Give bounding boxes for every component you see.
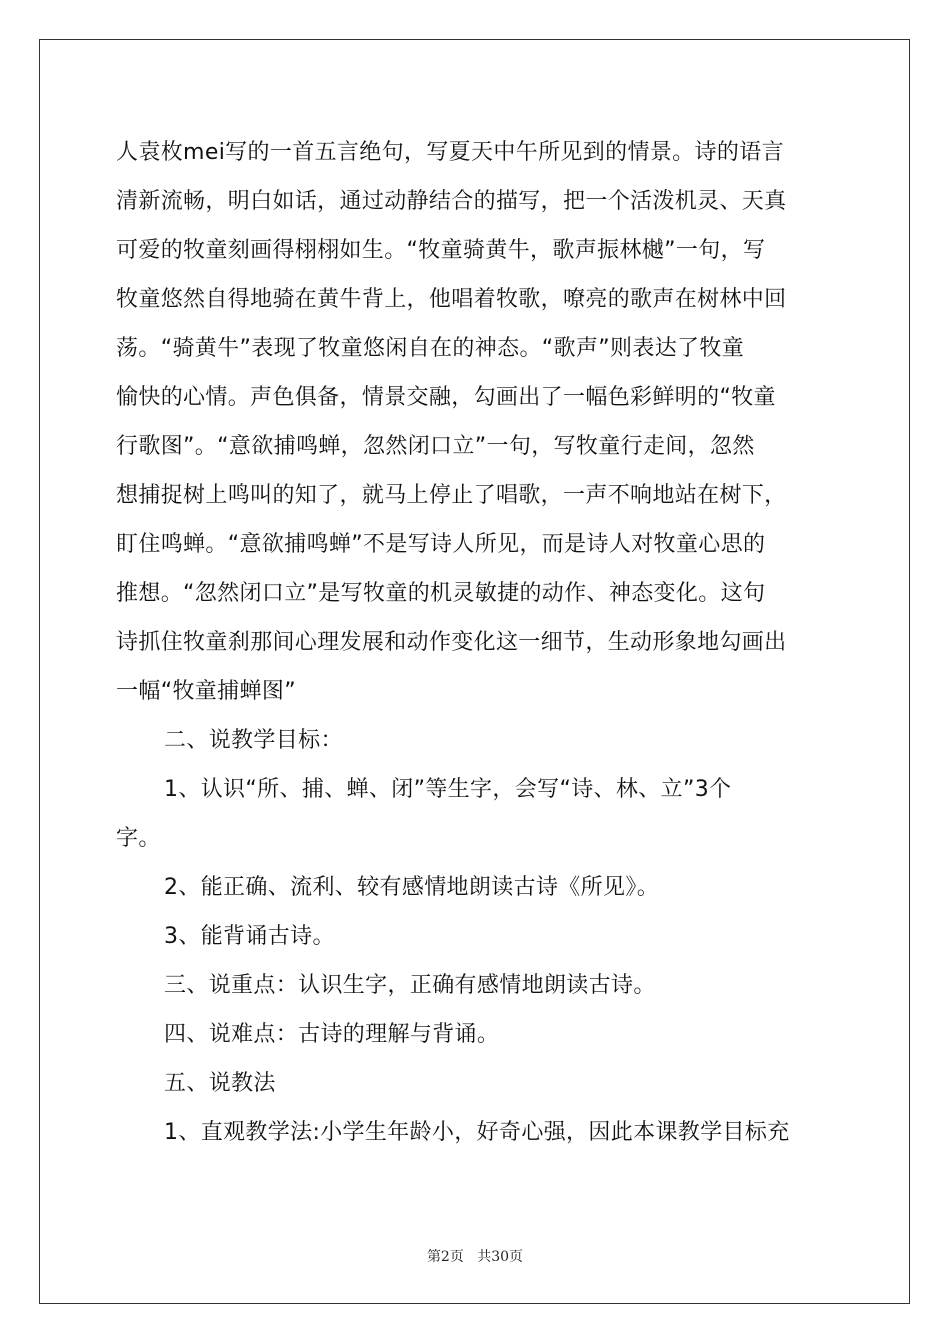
text-line: 盯住鸣蝉。“意欲捕鸣蝉”不是写诗人所见，而是诗人对牧童心思的	[116, 532, 766, 557]
text-line: 五、说教法	[164, 1071, 276, 1096]
page-footer	[0, 1246, 950, 1266]
text-line: 想捕捉树上鸣叫的知了，就马上停止了唱歌，一声不响地站在树下，	[116, 483, 787, 508]
total-pages: 共30页	[477, 1249, 524, 1265]
text-line: 1、直观教学法:小学生年龄小，好奇心强，因此本课教学目标充	[164, 1120, 790, 1145]
text-line: 可爱的牧童刻画得栩栩如生。“牧童骑黄牛，歌声振林樾”一句，写	[116, 238, 766, 263]
text-line: 推想。“忽然闭口立”是写牧童的机灵敏捷的动作、神态变化。这句	[116, 581, 766, 606]
text-line: 愉快的心情。声色俱备，情景交融，勾画出了一幅色彩鲜明的“牧童	[116, 385, 776, 410]
text-line: 人袁枚mei写的一首五言绝句，写夏天中午所见到的情景。诗的语言	[116, 140, 784, 165]
text-line: 四、说难点：古诗的理解与背诵。	[164, 1022, 500, 1047]
page-number: 第2页	[426, 1249, 464, 1265]
text-line: 荡。“骑黄牛”表现了牧童悠闲自在的神态。“歌声”则表达了牧童	[116, 336, 745, 361]
text-line: 2、能正确、流利、较有感情地朗读古诗《所见》。	[164, 875, 660, 900]
text-line: 字。	[116, 826, 161, 851]
text-line: 牧童悠然自得地骑在黄牛背上，他唱着牧歌，嘹亮的歌声在树林中回	[116, 287, 787, 312]
document-body	[116, 128, 834, 1157]
text-line: 三、说重点：认识生字，正确有感情地朗读古诗。	[164, 973, 656, 998]
text-line: 二、说教学目标：	[164, 728, 343, 753]
text-line: 一幅“牧童捕蝉图”	[116, 679, 296, 704]
text-line: 诗抓住牧童刹那间心理发展和动作变化这一细节，生动形象地勾画出	[116, 630, 787, 655]
text-line: 3、能背诵古诗。	[164, 924, 335, 949]
text-line: 清新流畅，明白如话，通过动静结合的描写，把一个活泼机灵、天真	[116, 189, 787, 214]
text-line: 行歌图”。“意欲捕鸣蝉，忽然闭口立”一句，写牧童行走间，忽然	[116, 434, 755, 459]
text-line: 1、认识“所、捕、蝉、闭”等生字，会写“诗、林、立”3个	[164, 777, 732, 802]
